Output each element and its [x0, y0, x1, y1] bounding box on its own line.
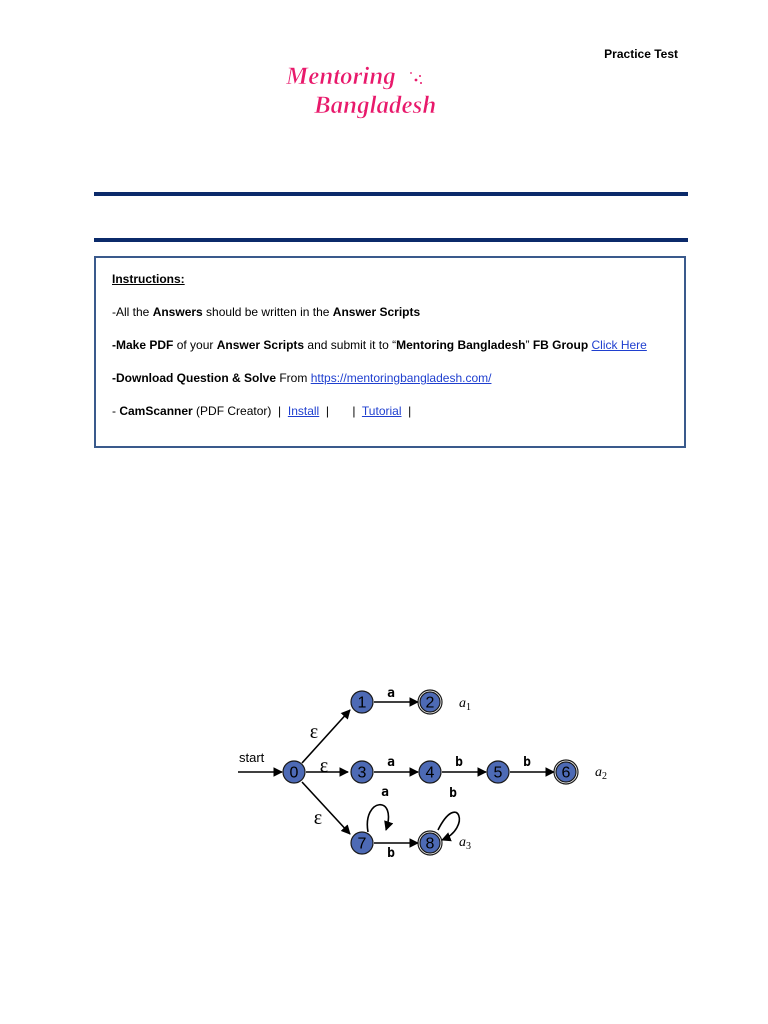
document-type-label: Practice Test: [604, 47, 678, 61]
pattern-label-a1: $a_1$: [459, 696, 471, 713]
edge-label-0-3: ε: [319, 755, 329, 777]
tutorial-link[interactable]: Tutorial: [361, 404, 402, 418]
svg-text:Bangladesh: Bangladesh: [314, 92, 437, 119]
pattern-label-a3: $a_3$: [459, 835, 471, 852]
instruction-text: -All the: [112, 305, 153, 319]
instruction-bold: FB Group: [532, 338, 589, 352]
node-5: [487, 761, 509, 783]
edge-label-0-1: ε: [309, 721, 319, 743]
edge-8-8: [438, 812, 459, 840]
instruction-bold: -Download Question & Solve: [112, 371, 277, 385]
title-rule-bottom: [94, 238, 688, 242]
mentoring-bangladesh-logo: [280, 58, 440, 124]
title-rule-top: [94, 192, 688, 196]
node-label: 2: [425, 694, 435, 712]
node-4: [419, 761, 441, 783]
node-2: [418, 690, 442, 714]
instruction-bold: Answers: [152, 305, 203, 319]
instruction-text: | |: [319, 404, 362, 418]
edge-label-3-4: a: [387, 755, 395, 770]
instruction-text: From: [276, 371, 311, 385]
node-label: 1: [357, 694, 367, 712]
pattern-label-a2: $a_2$: [595, 765, 607, 782]
edge-label-5-6: b: [523, 755, 531, 770]
node-0: [283, 761, 305, 783]
node-1: [351, 691, 373, 713]
instruction-text: and submit it to “: [304, 338, 397, 352]
instruction-submit-pdf: [112, 338, 647, 353]
node-6: [554, 760, 578, 784]
edge-label-8-8: b: [449, 786, 457, 801]
install-link[interactable]: Install: [287, 404, 320, 418]
nfa-diagram: [230, 680, 630, 860]
instruction-text: ”: [525, 338, 533, 352]
instruction-bold: Answer Scripts: [332, 305, 421, 319]
instruction-bold: Mentoring Bangladesh: [396, 338, 526, 352]
edge-label-7-8: b: [387, 846, 395, 861]
fb-group-link[interactable]: Click Here: [591, 338, 647, 352]
instruction-answers: [112, 305, 420, 320]
node-label: 6: [561, 764, 571, 782]
edge-label-0-7: ε: [313, 807, 323, 829]
instruction-text: should be written in the: [202, 305, 333, 319]
node-label: 5: [493, 764, 503, 782]
node-3: [351, 761, 373, 783]
instructions-title: Instructions:: [112, 272, 185, 286]
svg-text:Mentoring: Mentoring: [286, 63, 396, 90]
instruction-text: of your: [173, 338, 217, 352]
instruction-text: (PDF Creator) |: [192, 404, 288, 418]
instruction-bold: CamScanner: [119, 404, 193, 418]
edge-label-1-2: a: [387, 686, 395, 701]
instruction-text: |: [401, 404, 412, 418]
instruction-text: -: [112, 404, 120, 418]
node-label: 4: [425, 764, 435, 782]
instruction-bold: -Make PDF: [112, 338, 174, 352]
edge-label-4-5: b: [455, 755, 463, 770]
node-label: 0: [289, 764, 299, 782]
edge-7-7: [367, 805, 388, 832]
instruction-camscanner: [112, 404, 411, 419]
edge-label-7-7: a: [381, 785, 389, 800]
node-label: 3: [357, 764, 367, 782]
edge-0-7: [302, 782, 350, 834]
instruction-bold: Answer Scripts: [216, 338, 305, 352]
node-7: [351, 832, 373, 854]
website-link[interactable]: https://mentoringbangladesh.com/: [310, 371, 492, 385]
instruction-download: [112, 371, 491, 386]
instructions-box: [94, 256, 686, 448]
start-label: start: [239, 750, 265, 765]
node-label: 8: [425, 835, 435, 853]
node-8: [418, 831, 442, 855]
node-label: 7: [357, 835, 367, 853]
